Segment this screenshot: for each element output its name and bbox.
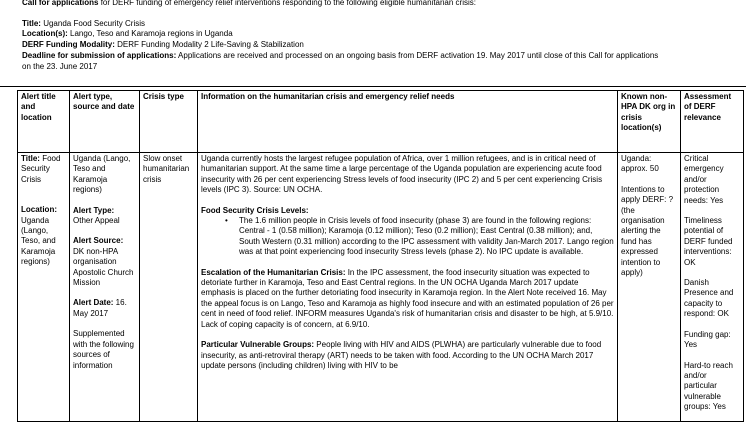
- alert-type-label: Alert Type:: [73, 205, 115, 215]
- vulnerable-groups-heading: Particular Vulnerable Groups:: [201, 340, 315, 350]
- assessment-vulnerable-groups: Hard-to reach and/or particular vulnerable groups: Yes: [684, 360, 733, 412]
- modality-label: DERF Funding Modality:: [22, 40, 115, 49]
- intentions-note: (the organisation alerting the fund has expressed intention to apply): [621, 205, 665, 278]
- title-line: [22, 19, 145, 29]
- alert-source-label: Alert Source:: [73, 236, 124, 246]
- header-alert-type: Alert type, source and date: [70, 91, 140, 153]
- cell-crisis-type: [140, 153, 198, 422]
- alert-table: [17, 90, 744, 422]
- modality-value: DERF Funding Modality 2 Life-Saving & Stabilization: [114, 40, 304, 49]
- assessment-funding-gap: Funding gap: Yes: [684, 329, 731, 350]
- location-value: Lango, Teso and Karamoja regions in Uganda: [67, 29, 233, 38]
- header-crisis-info: Information on the humanitarian crisis and emergency relief needs: [198, 91, 618, 153]
- alert-type-value: Other Appeal: [73, 216, 120, 226]
- escalation-heading: Escalation of the Humanitarian Crisis:: [201, 267, 346, 277]
- header-known-orgs: Known non-HPA DK org in crisis location(s): [618, 91, 681, 153]
- cell-title-value: Food Security Crisis: [21, 154, 61, 184]
- cell-crisis-info: [198, 153, 618, 422]
- table-row: [18, 153, 744, 422]
- cell-known-orgs: [618, 153, 681, 422]
- info-intro: Uganda currently hosts the largest refugee population of Africa, over 1 million refugees, and is in critical need of humanitarian support. At the same time a large percentage of the Uganda population are experiencing acute food insecurity with 26 per cent experiencing Stress levels of food insecurity (IPC 2) and 5 per cent experiencing Crisis levels (IPC 3). Source: UN OCHA.: [201, 154, 603, 195]
- call-text: for DERF funding of emergency relief interventions responding to the following eligible humanitarian crisis:: [98, 0, 476, 7]
- deadline-label: Deadline for submission of applications:: [22, 51, 177, 60]
- cell-location-label: Location:: [21, 205, 57, 215]
- fs-heading: Food Security Crisis Levels:: [201, 205, 309, 215]
- cell-alert-type: [70, 153, 140, 422]
- alert-regions: Uganda (Lango, Teso and Karamoja regions): [73, 154, 131, 195]
- title-value: Uganda Food Security Crisis: [40, 19, 146, 28]
- supplemented-note: Supplemented with the following sources of information: [73, 329, 134, 370]
- table-header-row: [18, 91, 744, 153]
- cell-assessment: [681, 153, 744, 422]
- vulnerable-groups-paragraph: [201, 340, 614, 371]
- header-crisis-type: Crisis type: [140, 91, 198, 153]
- assessment-timeliness: Timeliness potential of DERF funded interventions: OK: [684, 216, 733, 267]
- known-orgs-count: Uganda: approx. 50: [621, 154, 659, 174]
- cell-location-value: Uganda (Lango, Teso, and Karamoja regions): [21, 215, 56, 267]
- call-label: Call for applications: [22, 0, 99, 7]
- cell-location: [21, 205, 66, 267]
- call-header: [0, 0, 746, 87]
- deadline-line: [22, 51, 658, 61]
- escalation-text: In the IPC assessment, the food insecurity situation was expected to detoriate further in Karamoja, Teso and East Central regions. In the UN OCHA Uganda March 2017 update emphasis is placed on the further detoriating food insecurity in Karamoja region. In the Alert Note received 16. May the appeal focus is on Lango, Teso and Karamoja as highly food insecure and with an estimated population of 26 per cent in need of food relief. INFORM measures Uganda's risk of humanitarian crisis and disaster to be high, at 5.9/10. Lack of coping capacity is of concern, at 6.9/10.: [201, 267, 614, 329]
- modality-line: [22, 40, 304, 50]
- cell-alert-title: [18, 153, 70, 422]
- location-label: Location(s):: [22, 29, 68, 38]
- header-alert-title: Alert title and location: [18, 91, 70, 153]
- header-assessment: Assessment of DERF relevance: [681, 91, 744, 153]
- deadline-value: Applications are received and processed on an ongoing basis from DERF activation 19. May 2017 until close of this Call for applications: [176, 51, 659, 60]
- title-label: Title:: [22, 19, 41, 28]
- list-item: • The 1.6 million people in Crisis levels of food insecurity (phase 3) are found in the following regions: Central - 1 (0.58 million); Karamoja (0.12 million); Teso (0.2 million); East Central (0.38 million); and, South Western (0.31 million) according to the IPC assessment with validity Jan-March 2017. Lango region was at that point experiencing food insecurity Stress levels (phase 2). No IPC update is available.: [239, 216, 614, 258]
- assessment-critical-needs: Critical emergency and/or protection needs: Yes: [684, 154, 724, 205]
- crisis-type-text: Slow onset humanitarian crisis: [143, 154, 190, 184]
- location-line: [22, 29, 233, 39]
- deadline-line-2: [22, 62, 97, 72]
- vulnerable-groups-text: People living with HIV and AIDS (PLWHA) are particularly vulnerable due to food insecurity, as anti-retroviral therapy (ART) needs to be taken with food. According to the UN OCHA March 2017 update persons (including children) living with HIV to be: [201, 340, 602, 370]
- call-intro-line: [22, 0, 476, 8]
- escalation-paragraph: [201, 268, 614, 330]
- alert-date-value: 16. May 2017: [73, 298, 127, 318]
- alert-source-value: DK non-HPA organisation Apostolic Church Mission: [73, 246, 134, 288]
- assessment-danish-presence: Danish Presence and capacity to respond: OK: [684, 278, 734, 319]
- deadline-value-cont: on the 23. June 2017: [22, 62, 98, 71]
- fs-bullet-list: [201, 216, 614, 258]
- cell-title: [21, 154, 66, 185]
- cell-title-label: Title:: [21, 154, 40, 163]
- alert-date-label: Alert Date:: [73, 298, 114, 308]
- alert-date: [73, 298, 136, 319]
- intentions-to-apply: Intentions to apply DERF: ?: [621, 184, 674, 205]
